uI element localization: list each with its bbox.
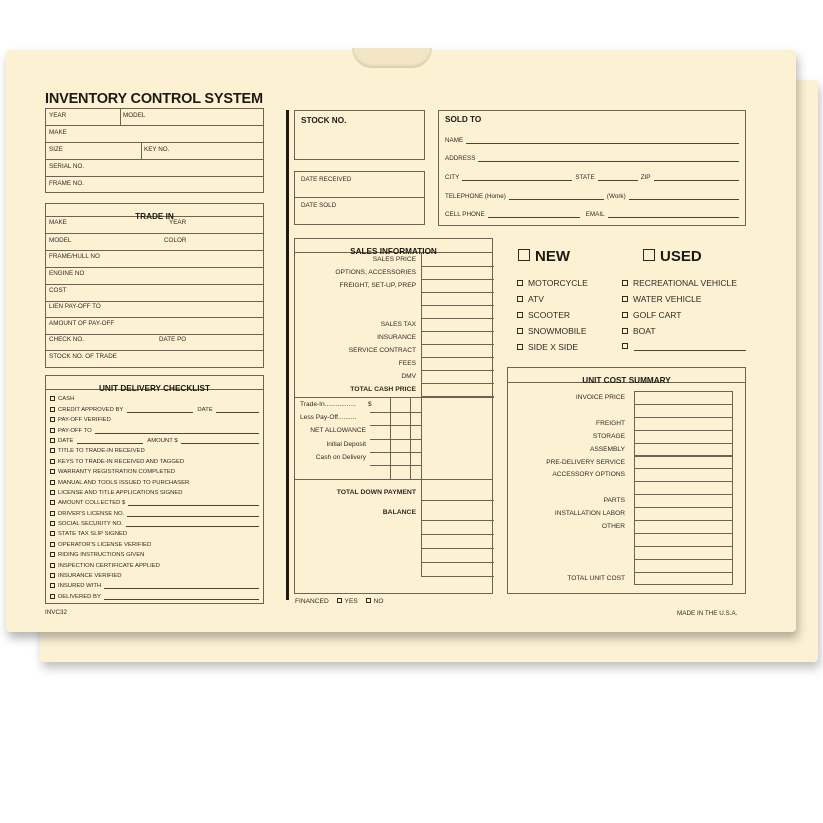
vehicle-type-label: RECREATIONAL VEHICLE (633, 278, 737, 288)
cost-line-label: FREIGHT (596, 419, 625, 427)
cost-amount-cell[interactable] (634, 417, 733, 431)
sales-amount-cell[interactable] (421, 357, 494, 371)
checkbox-icon (622, 328, 628, 334)
checkbox-icon (50, 552, 55, 557)
year-label: YEAR (49, 112, 67, 119)
checklist-item[interactable] (50, 558, 259, 568)
checklist-item-label: SOCIAL SECURITY NO. (58, 521, 123, 528)
checkbox-icon (622, 312, 628, 318)
trade-line-label: Cash on Delivery (315, 453, 366, 461)
new-label: NEW (535, 248, 570, 265)
checklist-item[interactable] (50, 589, 259, 599)
vehicle-type-checkbox[interactable] (622, 326, 656, 336)
yes-label: YES (344, 598, 358, 605)
cost-amount-cell[interactable] (634, 507, 733, 521)
checkbox-icon (517, 344, 523, 350)
sales-amount-cell[interactable] (421, 370, 494, 384)
ti-color-label: COLOR (164, 237, 187, 244)
size-label: SIZE (49, 146, 63, 153)
sales-amount-cell[interactable] (421, 305, 494, 319)
vehicle-type-label: SCOOTER (528, 310, 571, 320)
checklist-item-label: OPERATOR'S LICENSE VERIFIED (58, 541, 152, 548)
sales-line-label: FREIGHT, SET-UP, PREP (339, 282, 416, 289)
trade-line-label: NET ALLOWANCE (310, 427, 366, 435)
cost-line-label: INSTALLATION LABOR (554, 510, 625, 518)
checklist-item-label: INSURED WITH (58, 583, 102, 590)
row-make (46, 126, 263, 143)
cost-amount-cell[interactable] (634, 520, 733, 534)
vehicle-type-checkbox[interactable] (517, 278, 588, 288)
checklist-item[interactable] (50, 579, 259, 589)
ti-frame-label: FRAME/HULL NO (49, 253, 100, 260)
checklist-item-label: WARRANTY REGISTRATION COMPLETED (58, 469, 176, 476)
cost-line-label: PRE-DELIVERY SERVICE (546, 458, 625, 466)
address-field[interactable] (445, 155, 739, 162)
name-field[interactable] (445, 137, 739, 144)
cost-amount-cell[interactable] (634, 456, 733, 470)
sales-amount-cell[interactable] (421, 344, 494, 358)
sold-to-header: SOLD TO (445, 115, 482, 124)
checkbox-icon (50, 563, 55, 568)
trade-right-column (421, 397, 494, 479)
cost-amount-cell[interactable] (634, 559, 733, 573)
stock-no-box (294, 110, 425, 160)
make-label: MAKE (49, 129, 67, 136)
checkbox-icon (517, 296, 523, 302)
checklist-item[interactable] (50, 475, 259, 485)
ti-amount-label: AMOUNT OF PAY-OFF (49, 320, 115, 327)
checkbox-icon (50, 583, 55, 588)
checklist-item-label: DATE (58, 437, 74, 444)
checklist-item[interactable] (50, 444, 259, 454)
trade-line-label: Trade-In................. (300, 401, 356, 408)
form-title: INVENTORY CONTROL SYSTEM (45, 91, 263, 107)
cost-amount-cell[interactable] (634, 443, 733, 457)
sales-amount-cell[interactable] (421, 253, 494, 267)
email-label: EMAIL (585, 211, 605, 218)
unit-cost-box (507, 367, 746, 594)
checklist-item-label: DELIVERED BY (58, 593, 101, 600)
checkbox-icon (50, 521, 55, 526)
cost-line-label: TOTAL UNIT COST (567, 574, 625, 582)
sales-info-box (294, 238, 493, 594)
grid-line (370, 452, 422, 453)
checklist-item-label: RIDING INSTRUCTIONS GIVEN (58, 552, 145, 559)
checkbox-icon (517, 328, 523, 334)
amount-label: AMOUNT $ (147, 437, 178, 444)
made-in-usa: MADE IN THE U.S.A. (677, 610, 738, 617)
row-check (46, 335, 263, 351)
thumb-cut-notch (352, 48, 432, 68)
checklist-item-label: AMOUNT COLLECTED $ (58, 500, 126, 507)
grid-line (370, 425, 422, 426)
ti-check-label: CHECK NO. (49, 336, 84, 343)
checklist-item[interactable] (50, 465, 259, 475)
sales-info-header: SALES INFORMATION (350, 247, 437, 256)
sales-line-label: SALES TAX (380, 321, 416, 328)
checklist-item-label: LICENSE AND TITLE APPLICATIONS SIGNED (58, 489, 183, 496)
checklist-items (50, 392, 259, 600)
checkbox-icon (50, 428, 55, 433)
checkbox-icon (50, 448, 55, 453)
checkbox-icon (50, 500, 55, 505)
checkbox-icon (50, 459, 55, 464)
vehicle-type-checkbox[interactable] (622, 278, 737, 288)
ti-year-label: YEAR (169, 219, 187, 226)
row-size-key (46, 143, 263, 160)
checklist-item-label: INSPECTION CERTIFICATE APPLIED (58, 562, 160, 569)
row-make-year (46, 217, 263, 234)
telephone-field[interactable] (445, 193, 739, 200)
row-date-received (295, 172, 424, 198)
checklist-item[interactable] (50, 423, 259, 433)
ti-datepo-label: DATE PO (159, 336, 187, 343)
address-label: ADDRESS (445, 155, 476, 162)
key-no-label: KEY NO. (144, 146, 170, 153)
sales-line-label: TOTAL CASH PRICE (350, 386, 416, 393)
sales-amount-cell[interactable] (421, 331, 494, 345)
balance-row-line (421, 500, 494, 501)
trade-line-label: Initial Deposit (326, 440, 366, 448)
checklist-item[interactable] (50, 527, 259, 537)
delivery-checklist-box (45, 375, 264, 604)
sales-line-label: INSURANCE (377, 334, 416, 341)
grid-line (370, 439, 422, 440)
checklist-item[interactable] (50, 402, 259, 412)
checklist-item[interactable] (50, 569, 259, 579)
cost-amount-cell[interactable] (634, 546, 733, 560)
row-model-color (46, 234, 263, 251)
vehicle-type-label: BOAT (633, 326, 656, 336)
ti-cost-label: COST (49, 287, 67, 294)
sales-line-label: OPTIONS, ACCESSORIES (335, 269, 416, 276)
sales-line-label: DMV (401, 373, 416, 380)
checkbox-icon (517, 280, 523, 286)
checklist-item[interactable] (50, 434, 259, 444)
vehicle-type-checkbox[interactable] (517, 342, 578, 352)
cost-amount-cell[interactable] (634, 494, 733, 508)
balance-row-line (421, 520, 494, 521)
unit-cost-header: UNIT COST SUMMARY (582, 376, 671, 385)
sales-header-row (295, 239, 492, 256)
ti-model-label: MODEL (49, 237, 72, 244)
serial-no-label: SERIAL NO. (49, 163, 85, 170)
checklist-item-label: KEYS TO TRADE-IN RECEIVED AND TAGGED (58, 458, 185, 465)
ti-stock-trade-label: STOCK NO. OF TRADE (49, 353, 117, 360)
balance-row-line (421, 562, 494, 563)
balance-row-line (421, 548, 494, 549)
checklist-item-label: PAY-OFF VERIFIED (58, 417, 111, 424)
cell-email-field[interactable] (445, 211, 739, 218)
cost-line-label: PARTS (603, 497, 625, 505)
model-label: MODEL (123, 112, 146, 119)
checkbox-icon (50, 573, 55, 578)
checklist-item[interactable] (50, 537, 259, 547)
cost-amount-cell[interactable] (634, 468, 733, 482)
cost-amount-cell[interactable] (634, 533, 733, 547)
cost-line-label: STORAGE (592, 432, 625, 440)
cost-line-label: ASSEMBLY (589, 445, 625, 453)
cost-amount-cell[interactable] (634, 430, 733, 444)
balance-label: BALANCE (382, 509, 416, 516)
date-received-label: DATE RECEIVED (301, 176, 352, 183)
checkbox-icon (50, 542, 55, 547)
unit-cost-header-row (508, 368, 745, 383)
dollar-sign: $ (368, 401, 372, 408)
row-engine (46, 268, 263, 285)
checklist-item[interactable] (50, 392, 259, 402)
stock-no-label: STOCK NO. (301, 116, 347, 125)
ti-make-label: MAKE (49, 219, 67, 226)
checkbox-icon (518, 249, 530, 261)
checkbox-icon (50, 438, 55, 443)
row-amount-payoff (46, 318, 263, 335)
form-code: INVC32 (45, 609, 68, 616)
sales-amount-cell[interactable] (421, 318, 494, 332)
vehicle-type-checkbox[interactable] (517, 310, 570, 320)
checklist-item-label: PAY-OFF TO (58, 427, 92, 434)
telephone-home-label: TELEPHONE (Home) (445, 193, 506, 200)
checklist-item[interactable] (50, 413, 259, 423)
used-label: USED (660, 248, 702, 265)
cost-line-label: INVOICE PRICE (575, 394, 625, 401)
vehicle-type-checkbox[interactable] (517, 326, 587, 336)
checkbox-icon (50, 490, 55, 495)
checkbox-icon (622, 296, 628, 302)
vehicle-type-label: SNOWMOBILE (528, 326, 587, 336)
sales-amount-cell[interactable] (421, 279, 494, 293)
vehicle-type-checkbox[interactable] (622, 294, 701, 304)
row-lien (46, 302, 263, 318)
trade-in-box (45, 203, 264, 368)
checkbox-icon (50, 407, 55, 412)
balance-row-line (421, 534, 494, 535)
row-serial (46, 160, 263, 177)
sales-amount-cell[interactable] (421, 292, 494, 306)
checkbox-icon (50, 480, 55, 485)
cost-amount-cell[interactable] (634, 481, 733, 495)
vehicle-type-checkbox[interactable] (622, 310, 682, 320)
date-sold-label: DATE SOLD (301, 202, 337, 209)
dates-box (294, 171, 425, 225)
sales-amount-cell[interactable] (421, 383, 494, 397)
checkbox-icon (517, 312, 523, 318)
grid-line (370, 465, 422, 466)
checkbox-icon (622, 280, 628, 286)
cost-line-label: OTHER (601, 523, 625, 530)
cost-line-label: ACCESSORY OPTIONS (552, 471, 625, 479)
ti-lien-label: LIEN PAY-OFF TO (49, 303, 101, 310)
cost-amount-cell[interactable] (634, 572, 733, 586)
new-checkbox[interactable] (518, 248, 570, 265)
checklist-item-label: MANUAL AND TOOLS ISSUED TO PURCHASER (58, 479, 190, 486)
total-down-payment-label: TOTAL DOWN PAYMENT (336, 489, 416, 496)
row-frame (46, 251, 263, 268)
checklist-header-row (46, 376, 263, 393)
vehicle-type-label: MOTORCYCLE (528, 278, 588, 288)
divider (120, 109, 121, 125)
checkbox-icon (50, 396, 55, 401)
trade-line-label: Less Pay-Off.......... (300, 414, 357, 422)
financed-row (295, 598, 383, 605)
checklist-item-label: CREDIT APPROVED BY (58, 406, 124, 413)
zip-label: ZIP (640, 174, 651, 181)
credit-date-label: DATE (197, 406, 213, 413)
sales-amount-cell[interactable] (421, 266, 494, 280)
grid-line (370, 412, 422, 413)
checklist-item-label: TITLE TO TRADE-IN RECEIVED (58, 448, 145, 455)
checklist-item[interactable] (50, 548, 259, 558)
checklist-item[interactable] (50, 454, 259, 464)
checklist-header: UNIT DELIVERY CHECKLIST (99, 384, 210, 393)
vehicle-type-other[interactable] (622, 342, 746, 351)
checklist-item[interactable] (50, 486, 259, 496)
name-label: NAME (445, 137, 464, 144)
city-label: CITY (445, 174, 460, 181)
financed-no-checkbox[interactable] (366, 598, 384, 605)
checklist-item-label: STATE TAX SLIP SIGNED (58, 531, 128, 538)
checklist-item-label: CASH (58, 396, 75, 403)
checklist-item[interactable] (50, 496, 259, 506)
cost-amount-cell[interactable] (634, 391, 733, 405)
sales-line-label: SALES PRICE (372, 256, 416, 263)
ti-engine-label: ENGINE NO (49, 270, 85, 277)
vehicle-type-label: WATER VEHICLE (633, 294, 702, 304)
checkbox-icon (50, 417, 55, 422)
state-label: STATE (575, 174, 595, 181)
checkbox-icon (50, 469, 55, 474)
work-label: (Work) (606, 193, 626, 200)
used-checkbox[interactable] (643, 248, 702, 265)
row-year-model (46, 109, 263, 126)
trade-in-header: TRADE IN (135, 212, 174, 221)
vehicle-type-label: ATV (528, 294, 544, 304)
column-divider-bar (286, 110, 289, 600)
sales-line-label: SERVICE CONTRACT (348, 347, 416, 354)
vehicle-type-label: SIDE X SIDE (528, 342, 579, 352)
cell-phone-label: CELL PHONE (445, 211, 485, 218)
checklist-item[interactable] (50, 506, 259, 516)
checkbox-icon (50, 594, 55, 599)
sales-line-label: FEES (398, 360, 416, 367)
vehicle-type-label: GOLF CART (633, 310, 682, 320)
city-state-zip-field[interactable] (445, 174, 739, 181)
checkbox-icon (50, 531, 55, 536)
checklist-item-label: INSURANCE VERIFIED (58, 573, 122, 580)
financed-label: FINANCED (295, 598, 329, 605)
checkbox-icon (643, 249, 655, 261)
checklist-item[interactable] (50, 517, 259, 527)
divider (141, 143, 142, 159)
sold-to-box (438, 110, 746, 226)
no-label: NO (373, 598, 384, 605)
checklist-item-label: DRIVER'S LICENSE NO. (58, 510, 125, 517)
cost-amount-cell[interactable] (634, 404, 733, 418)
checkbox-icon (50, 511, 55, 516)
vehicle-type-checkbox[interactable] (517, 294, 544, 304)
trade-in-header-row (46, 204, 263, 221)
row-cost (46, 285, 263, 302)
vehicle-info-box (45, 108, 264, 193)
financed-yes-checkbox[interactable] (337, 598, 358, 605)
frame-no-label: FRAME NO. (49, 180, 84, 187)
